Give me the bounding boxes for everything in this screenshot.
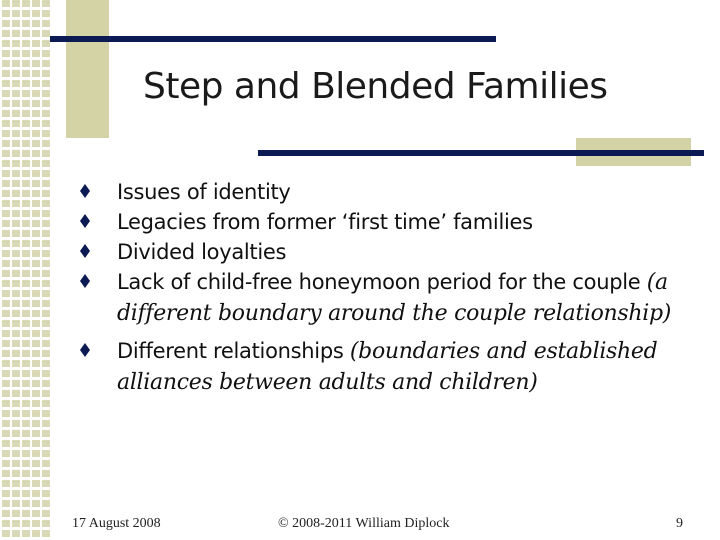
bullet-item bbox=[78, 177, 678, 207]
bullet-item bbox=[78, 336, 678, 398]
diamond-bullet-icon bbox=[80, 184, 90, 198]
diamond-bullet-icon bbox=[80, 343, 90, 357]
diamond-bullet-icon bbox=[80, 244, 90, 258]
bullet-italic-text: (a different boundary around the couple relationship) bbox=[117, 270, 672, 326]
bullet-item bbox=[78, 237, 678, 267]
bullet-text: Legacies from former ‘first time’ families bbox=[117, 210, 533, 234]
footer-copyright: © 2008-2011 William Diplock bbox=[278, 516, 450, 531]
slide-title: Step and Blended Families bbox=[143, 66, 608, 107]
bullet-text: Different relationships bbox=[117, 339, 350, 363]
bullet-item bbox=[78, 267, 678, 329]
bullet-text: Divided loyalties bbox=[117, 240, 287, 264]
bullet-text: Lack of child-free honeymoon period for the couple bbox=[117, 270, 647, 294]
decorative-grid-strip bbox=[0, 0, 52, 540]
footer-date: 17 August 2008 bbox=[72, 516, 161, 531]
diamond-bullet-icon bbox=[80, 214, 90, 228]
decorative-tan-block-left bbox=[66, 0, 109, 138]
bullet-item bbox=[78, 207, 678, 237]
title-rule-top bbox=[50, 36, 496, 42]
bullet-list bbox=[78, 177, 678, 398]
title-rule-bottom bbox=[258, 150, 704, 156]
footer-page-number: 9 bbox=[676, 516, 683, 531]
bullet-italic-text: (boundaries and established alliances between adults and children) bbox=[117, 339, 658, 395]
diamond-bullet-icon bbox=[80, 274, 90, 288]
bullet-text: Issues of identity bbox=[117, 180, 291, 204]
